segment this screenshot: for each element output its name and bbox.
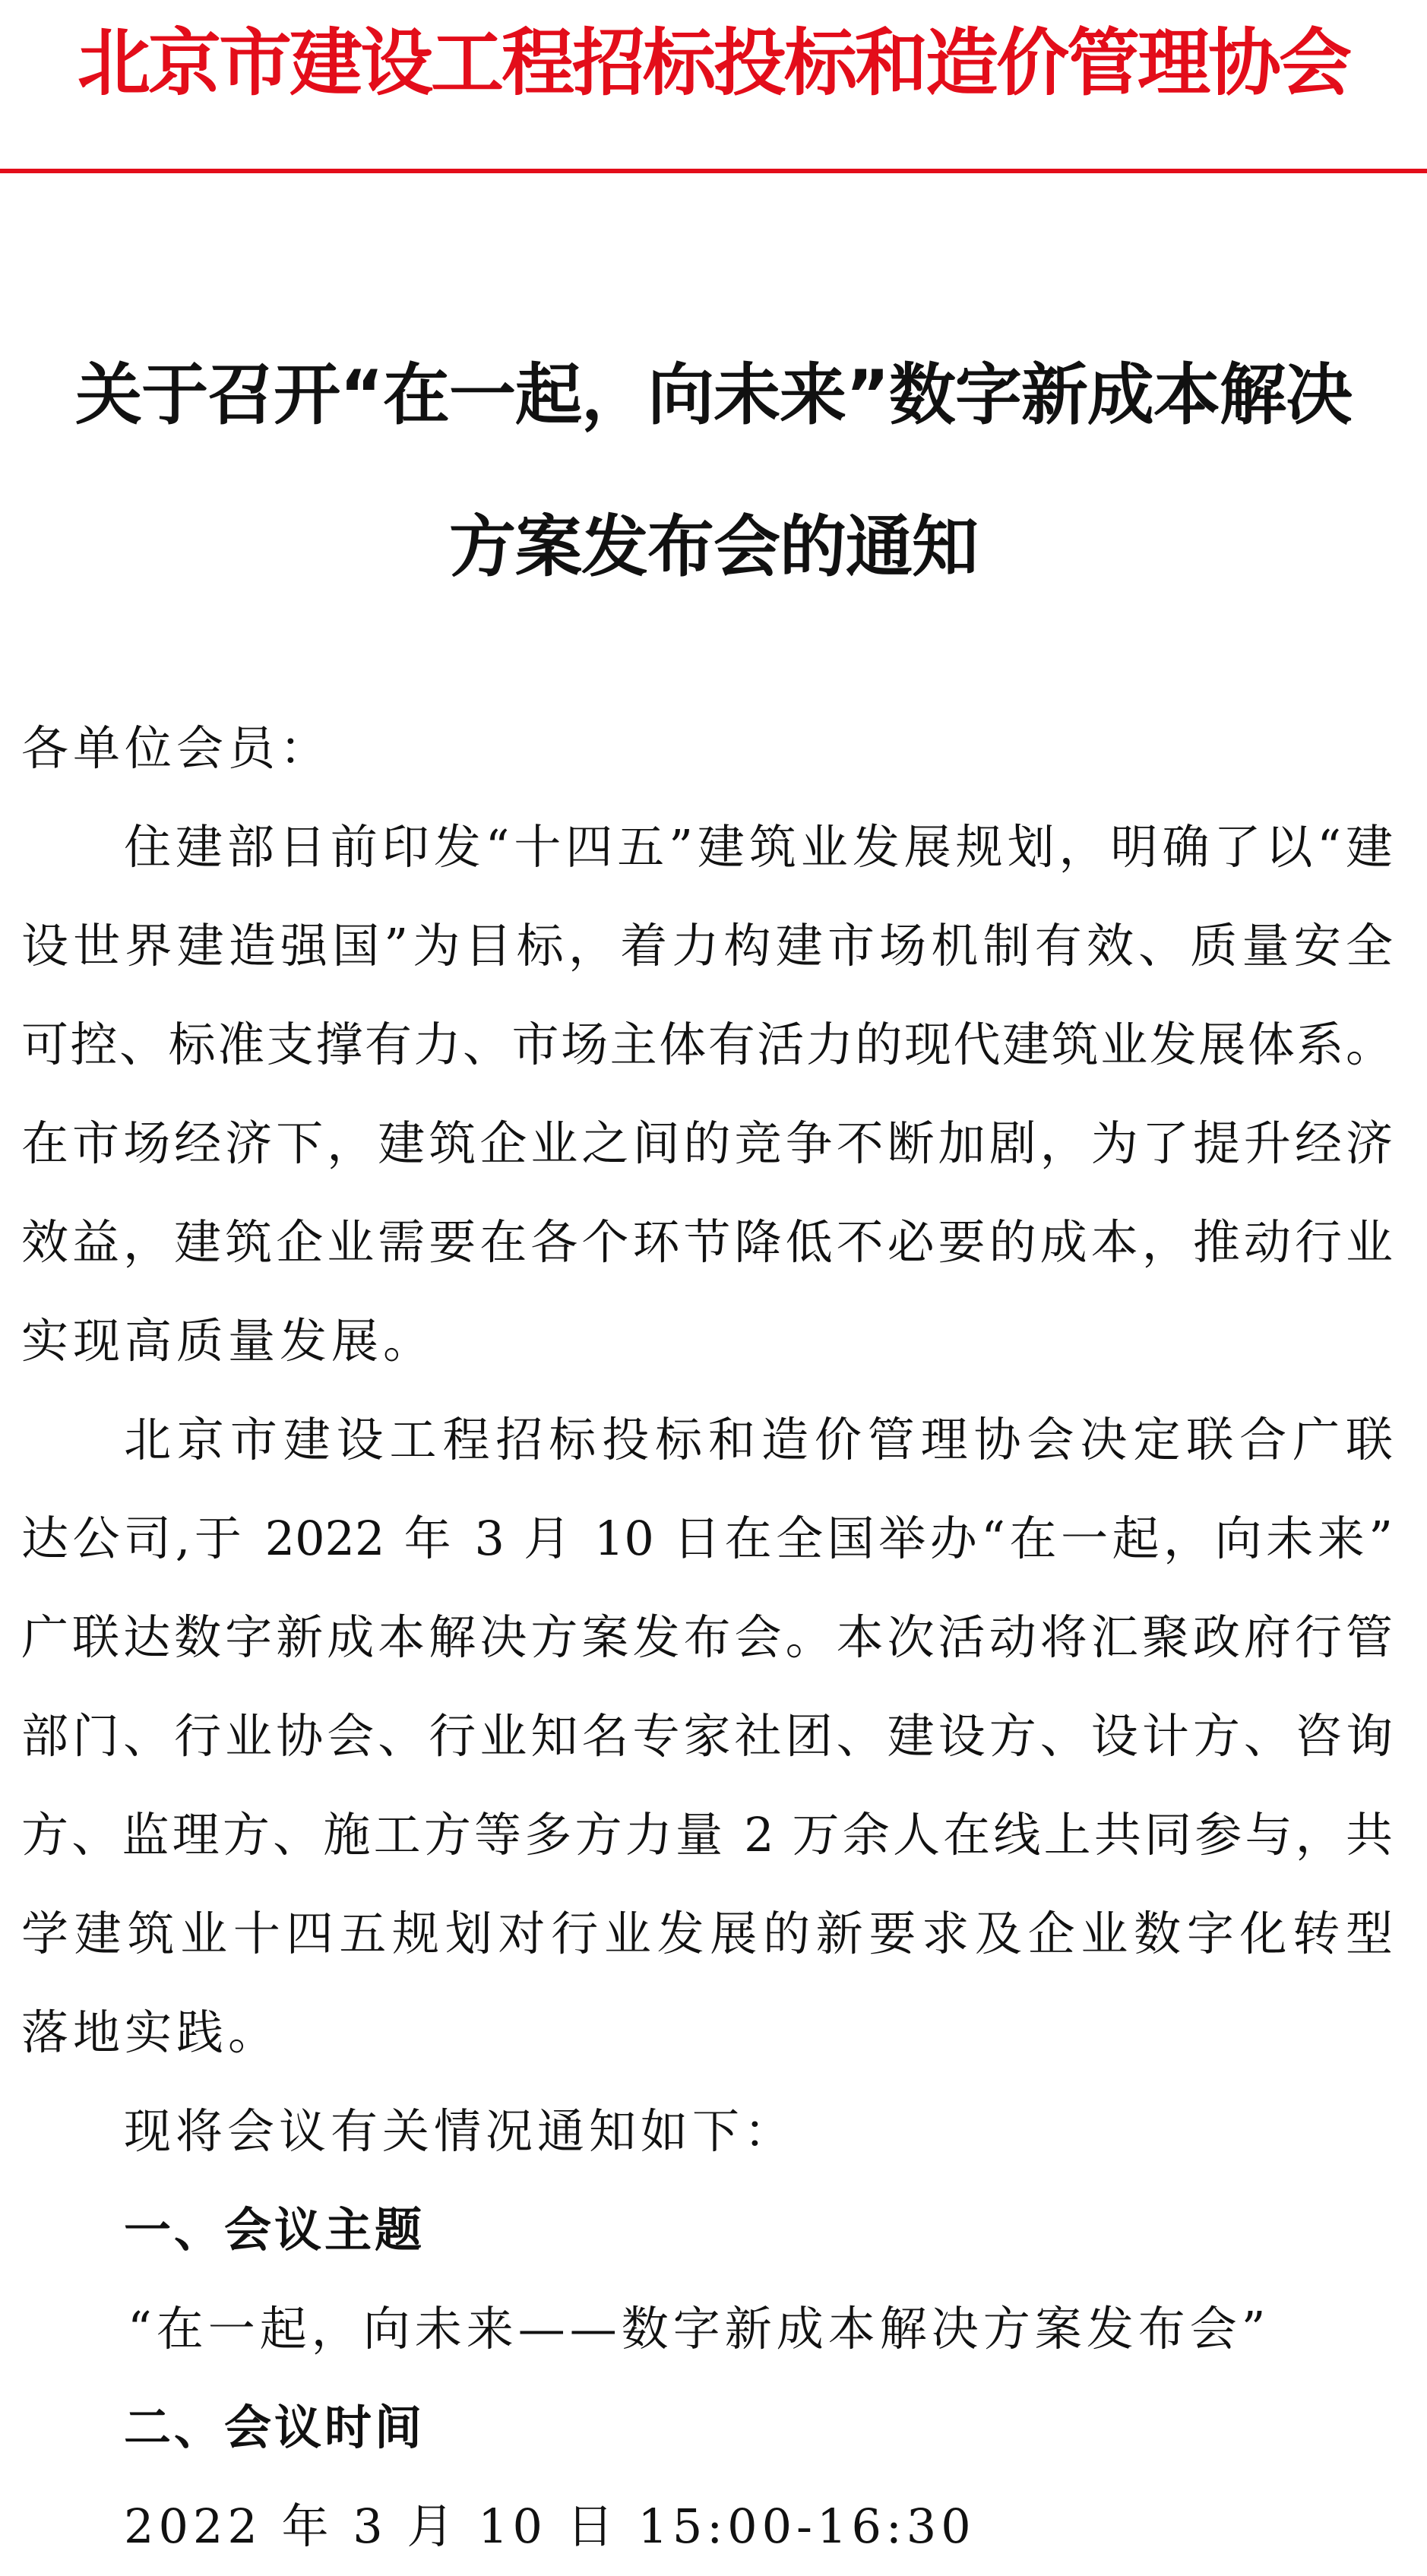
paragraph-line: 落地实践。 [21, 2005, 280, 2060]
paragraph-line: 实现高质量发展。 [21, 1313, 435, 1369]
paragraph-line: 学建筑业十四五规划对行业发展的新要求及企业数字化转型 [21, 1906, 1393, 1961]
paragraph-line: 北京市建设工程招标投标和造价管理协会决定联合广联 [124, 1412, 1393, 1467]
paragraph-line: 达公司,于 2022 年 3 月 10 日在全国举办“在一起，向未来” [21, 1511, 1393, 1566]
salutation: 各单位会员： [21, 720, 332, 776]
letterhead-divider [0, 169, 1427, 173]
paragraph-line: 广联达数字新成本解决方案发布会。本次活动将汇聚政府行管 [21, 1609, 1393, 1665]
paragraph-1 [21, 798, 1393, 1391]
title-line-2: 方案发布会的通知 [448, 508, 978, 586]
paragraph-line: 可控、标准支撑有力、市场主体有活力的现代建筑业发展体系。 [21, 1017, 1393, 1072]
letterhead [0, 0, 1427, 175]
paragraph-line: 部门、行业协会、行业知名专家社团、建设方、设计方、咨询 [21, 1708, 1393, 1764]
paragraph-line: 效益，建筑企业需要在各个环节降低不必要的成本，推动行业 [21, 1214, 1393, 1270]
intro-line: 现将会议有关情况通知如下： [124, 2103, 796, 2159]
paragraph-line: 住建部日前印发“十四五”建筑业发展规划，明确了以“建 [124, 819, 1393, 875]
notice-title [0, 319, 1427, 623]
section-1-content: “在一起，向未来——数字新成本解决方案发布会” [128, 2301, 1270, 2356]
notice-body [21, 699, 1393, 2576]
title-line-1: 关于召开“在一起，向未来”数字新成本解决 [75, 356, 1352, 434]
paragraph-line: 在市场经济下，建筑企业之间的竞争不断加剧，为了提升经济 [21, 1116, 1393, 1171]
paragraph-2 [21, 1391, 1393, 2082]
section-2-heading: 二、会议时间 [124, 2400, 426, 2455]
paragraph-line: 设世界建造强国”为目标，着力构建市场机制有效、质量安全 [21, 918, 1393, 973]
paragraph-line: 方、监理方、施工方等多方力量 2 万余人在线上共同参与，共 [21, 1807, 1393, 1862]
section-1-heading: 一、会议主题 [124, 2202, 426, 2258]
organization-name: 北京市建设工程招标投标和造价管理协会 [78, 21, 1349, 106]
section-2-content: 2022 年 3 月 10 日 15:00-16:30 [124, 2498, 976, 2554]
